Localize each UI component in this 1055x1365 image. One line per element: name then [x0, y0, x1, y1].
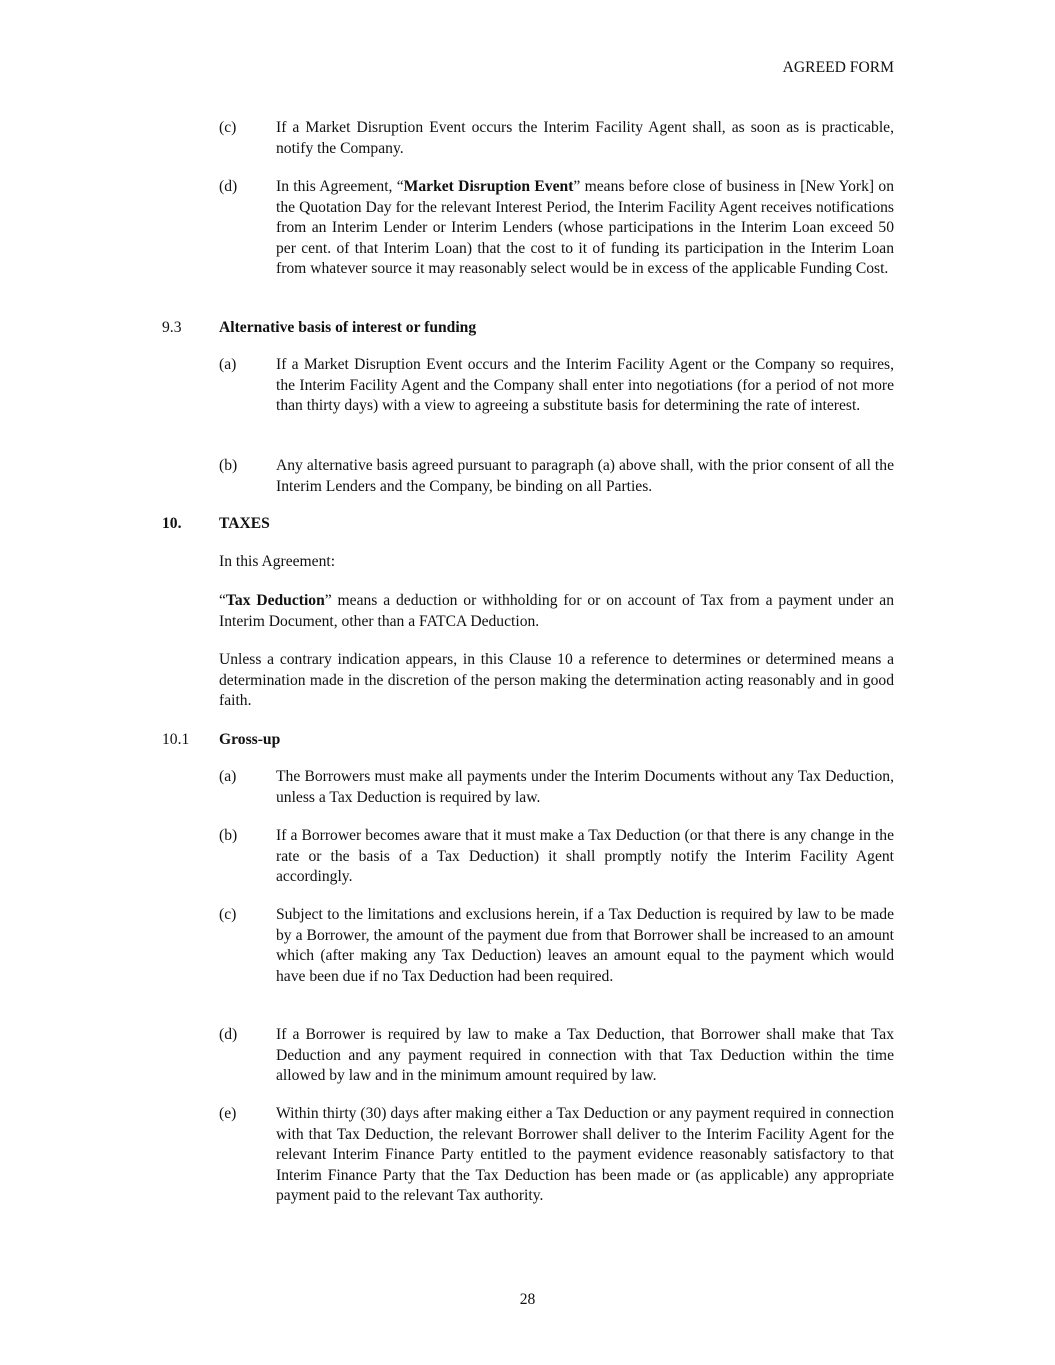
clause-heading: Alternative basis of interest or funding — [219, 319, 477, 336]
paragraph-label: (d) — [219, 178, 238, 195]
clause-heading: TAXES — [219, 515, 270, 532]
intro-text: In this Agreement: — [219, 553, 336, 570]
text-run: In this Agreement, “ — [276, 178, 404, 195]
defined-term: Tax Deduction — [225, 592, 325, 609]
paragraph-text: If a Borrower is required by law to make a Tax Deduction, that Borrower shall make that Tax Deduction and any payment required in connection with that Tax Deduction within the time allowed by law and in the minimum amount required by law. — [276, 1026, 894, 1085]
paragraph-label: (b) — [219, 457, 238, 474]
text-run: ” means a deduction or withholding for or on account of Tax from a payment under an Interim Document, other than a FATCA Deduction. — [219, 592, 894, 630]
paragraph-label: (b) — [219, 827, 238, 844]
clause-number: 10.1 — [162, 731, 190, 748]
clause-number: 10. — [162, 515, 182, 532]
paragraph-text: If a Market Disruption Event occurs the Interim Facility Agent shall, as soon as is practicable, notify the Company. — [276, 119, 894, 157]
paragraph-label: (c) — [219, 906, 237, 923]
page-number: 28 — [519, 1291, 536, 1308]
paragraph-text: The Borrowers must make all payments under the Interim Documents without any Tax Deduction, unless a Tax Deduction is required by law. — [276, 768, 894, 806]
clause-number: 9.3 — [162, 319, 182, 336]
paragraph-label: (a) — [219, 768, 237, 785]
paragraph-text: Subject to the limitations and exclusions herein, if a Tax Deduction is required by law to be made by a Borrower, the amount of the payment due from that Borrower shall be increased to an amount which (after making any Tax Deduction) leaves an amount equal to the payment which would have been due if no Tax Deduction had been required. — [276, 906, 894, 985]
paragraph-label: (e) — [219, 1105, 237, 1122]
interpretation-text: Unless a contrary indication appears, in this Clause 10 a reference to determines or determined means a determination made in the discretion of the person making the determination acting reasonably and in good faith. — [219, 651, 894, 710]
defined-term: Market Disruption Event — [403, 178, 574, 195]
paragraph-text: Within thirty (30) days after making either a Tax Deduction or any payment required in connection with that Tax Deduction, the relevant Borrower shall deliver to the Interim Facility Agent for the relevant Interim Finance Party entitled to the payment evidence reasonably satisfactory to that Interim Finance Party that the Tax Deduction has been made or (as applicable) any appropriate payment paid to the relevant Tax authority. — [276, 1105, 894, 1205]
page-header: AGREED FORM — [782, 59, 894, 76]
text-run: “ — [219, 592, 226, 609]
paragraph-label: (d) — [219, 1026, 238, 1043]
paragraph-text: If a Market Disruption Event occurs and the Interim Facility Agent or the Company so requires, the Interim Facility Agent and the Company shall enter into negotiations (for a period of not more than thirty days) with a view to agreeing a substitute basis for determining the rate of interest. — [276, 356, 894, 415]
paragraph-text: If a Borrower becomes aware that it must make a Tax Deduction (or that there is any change in the rate or the basis of a Tax Deduction) it shall promptly notify the Interim Facility Agent accordingly. — [276, 827, 894, 886]
paragraph-label: (c) — [219, 119, 237, 136]
paragraph-label: (a) — [219, 356, 237, 373]
clause-heading: Gross-up — [219, 731, 281, 748]
paragraph-text: Any alternative basis agreed pursuant to paragraph (a) above shall, with the prior consent of all the Interim Lenders and the Company, be binding on all Parties. — [276, 457, 894, 495]
text-run: ” means before close of business in [New York] on the Quotation Day for the relevant Interest Period, the Interim Facility Agent receives notifications from an Interim Lender or Interim Lenders (whose participations in the Interim Loan exceed 50 per cent. of that Interim Loan) that the cost to it of funding its participation in the Interim Loan from whatever source it may reasonably select would be in excess of the applicable Funding Cost. — [276, 178, 894, 278]
definition-paragraph — [219, 591, 894, 632]
definition-paragraph — [276, 177, 894, 280]
